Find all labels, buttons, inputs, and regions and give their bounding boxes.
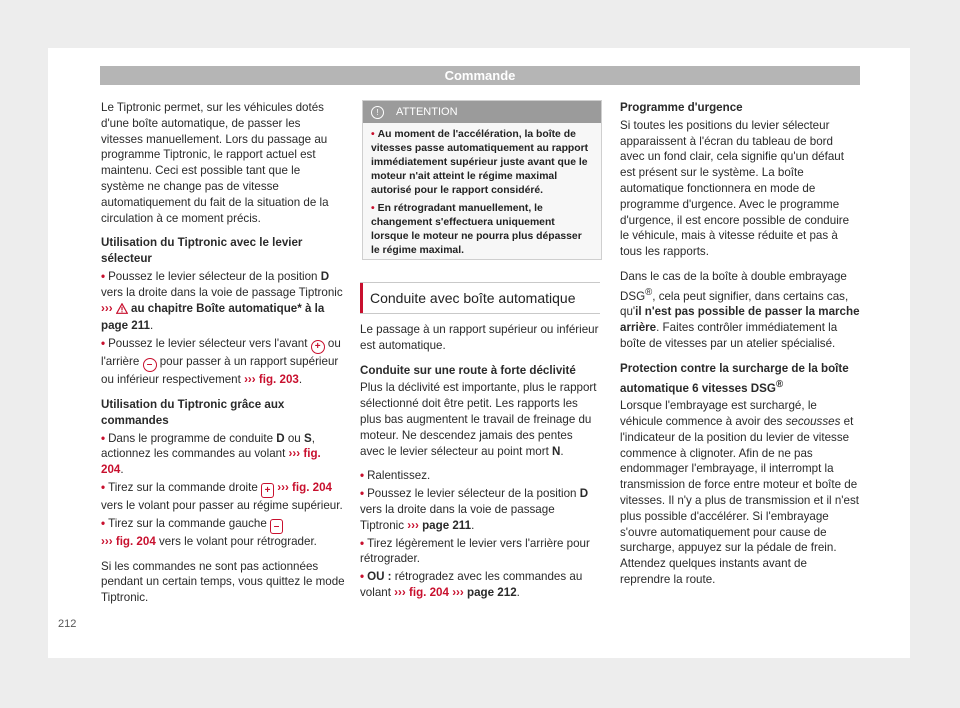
- column-1: [101, 100, 345, 615]
- dsg-paragraph: Dans le cas de la boîte à double embrayage DSG®, cela peut signifier, dans certains cas, qu'il n'est pas possible de passer la marche arrière. Faites contrôler immédiatement la boîte de vitesses par un atelier spécialisé.: [620, 269, 860, 351]
- bullet-icon: •: [101, 480, 106, 494]
- warning-triangle-icon: [116, 303, 128, 319]
- figure-link[interactable]: fig. 204: [115, 534, 156, 548]
- bullet-icon: •: [360, 469, 365, 483]
- bullet-icon: •: [360, 487, 365, 501]
- figure-link[interactable]: fig. 203: [258, 373, 299, 387]
- reference-arrows[interactable]: ›››: [101, 301, 113, 315]
- list-item: • Poussez le levier sélecteur vers l'avant + ou l'arrière – pour passer à un rapport supérieur ou inférieur respectivement ››› fig. 203.: [101, 337, 341, 387]
- emergency-paragraph: Si toutes les positions du levier sélecteur apparaissent à l'écran du tableau de bord avec un fond clair, cela signifie qu'un défaut est présent sur le système. La boîte automatique fonctionnera en mode de programme d'urgence. Avec le programme d'urgence, il est encore possible de conduire le véhicule, mais à vitesse réduite et pas à tous les rapports.: [620, 118, 850, 259]
- minus-paddle-icon: –: [270, 519, 283, 534]
- attention-header: [363, 101, 601, 123]
- slope-paragraph: Plus la déclivité est importante, plus le rapport sélectionné doit être petit. Les rapports les plus bas augmentent le travail de freinage du moteur. Ne descendez jamais des pentes avec le levier sélecteur au point mort N.: [360, 381, 597, 458]
- outro-paragraph: Si les commandes ne sont pas actionnées pendant un certain temps, vous quittez le mode Tiptronic.: [101, 559, 345, 605]
- intro-paragraph: Le passage à un rapport supérieur ou inférieur est automatique.: [360, 323, 599, 352]
- bullet-icon: •: [101, 337, 106, 351]
- attention-item: • En rétrogradant manuellement, le changement s'effectuera uniquement lorsque le moteur ne pourra plus dépasser le régime maximal.: [371, 203, 582, 256]
- attention-item: • Au moment de l'accélération, la boîte de vitesses passe automatiquement au rapport immédiatement supérieur juste avant que le moteur n'ait atteint le régime maximal autorisé pour le rapport considéré.: [371, 129, 589, 196]
- chapter-link[interactable]: au chapitre Boîte automatique* à la page 211: [101, 301, 325, 333]
- list-item: • Tirez légèrement le levier vers l'arrière pour rétrograder.: [360, 536, 590, 566]
- bullet-icon: •: [360, 536, 365, 550]
- overload-paragraph: Lorsque l'embrayage est surchargé, le véhicule commence à avoir des secousses et l'indicateur de la position du levier de vitesse commence à clignoter. Afin de ne pas endommager l'embrayage, il interrompt la transmission de force entre moteur et boîte de vitesses. Il n'y a plus de transmission et il n'est plus possible d'accélérer. Si l'embrayage s'ouvre automatiquement pour cause de surcharge, appuyez sur la pédale de frein. Attendez quelques instants avant de reprendre la route.: [620, 399, 859, 587]
- intro-paragraph: Le Tiptronic permet, sur les véhicules dotés d'une boîte automatique, de passer les vitesses manuellement. Lors du passage au programme Tiptronic, le rapport actuel est maintenu. Ceci est possible tant que le système ne change pas de vitesse automatiquement du fait de la situation de la circulation à ce moment précis.: [101, 101, 329, 225]
- page-number: 212: [58, 618, 77, 630]
- column-2: [360, 322, 600, 603]
- column-3: [620, 100, 860, 597]
- attention-box: [362, 100, 602, 260]
- subheading-lever: Utilisation du Tiptronic avec le levier sélecteur: [101, 236, 303, 266]
- list-item: • Ralentissez.: [360, 469, 431, 483]
- plus-paddle-icon: +: [261, 483, 274, 498]
- info-icon: !: [371, 106, 384, 119]
- page-link[interactable]: page 212: [467, 585, 517, 599]
- bullet-icon: •: [101, 269, 106, 283]
- bullet-icon: •: [360, 570, 365, 584]
- bullet-icon: •: [371, 129, 375, 140]
- subheading-emergency: Programme d'urgence: [620, 101, 743, 114]
- list-item: • Poussez le levier sélecteur de la position D vers la droite dans la voie de passage Tiptronic ››› au chapitre Boîte automatique* à la page 211.: [101, 269, 343, 333]
- page-header: Commande: [100, 66, 860, 85]
- list-item: • Tirez sur la commande droite + ››› fig. 204 vers le volant pour passer au régime supérieur.: [101, 480, 343, 512]
- list-item: • OU : rétrogradez avec les commandes au volant ››› fig. 204 ››› page 212.: [360, 570, 583, 599]
- subheading-controls: Utilisation du Tiptronic grâce aux commandes: [101, 397, 285, 427]
- attention-title: ATTENTION: [396, 106, 458, 118]
- bullet-icon: •: [101, 516, 106, 530]
- figure-link[interactable]: fig. 204: [101, 447, 321, 477]
- bullet-icon: •: [371, 203, 375, 214]
- section-title: Conduite avec boîte automatique: [370, 290, 576, 306]
- subheading-overload: Protection contre la surcharge de la boîte automatique 6 vitesses DSG®: [620, 361, 849, 395]
- figure-link[interactable]: fig. 204: [292, 480, 332, 494]
- minus-key-icon: –: [143, 358, 157, 372]
- plus-key-icon: +: [311, 340, 325, 354]
- list-item: • Tirez sur la commande gauche – ››› fig. 204 vers le volant pour rétrograder.: [101, 516, 317, 548]
- page-link[interactable]: page 211: [422, 518, 472, 532]
- section-marker: [360, 283, 363, 313]
- list-item: • Dans le programme de conduite D ou S, actionnez les commandes au volant ››› fig. 204.: [101, 431, 321, 477]
- subheading-slope: Conduite sur une route à forte déclivité: [360, 363, 576, 377]
- section-heading: [360, 282, 600, 314]
- attention-body: [363, 123, 601, 258]
- figure-link[interactable]: fig. 204: [409, 585, 449, 599]
- list-item: • Poussez le levier sélecteur de la position D vers la droite dans la voie de passage Tiptronic ››› page 211.: [360, 487, 589, 532]
- bullet-icon: •: [101, 431, 106, 445]
